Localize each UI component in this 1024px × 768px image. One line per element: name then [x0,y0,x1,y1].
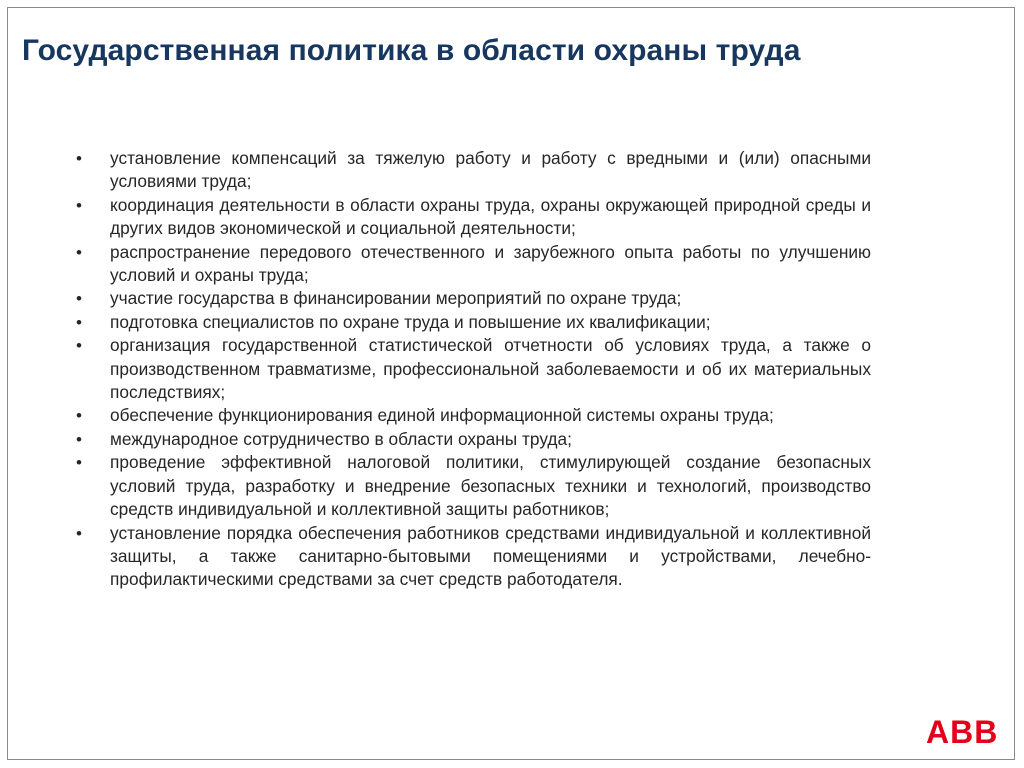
list-item-text: распространение передового отечественного и зарубежного опыта работы по улучшению условий и охраны труда; [110,241,871,286]
list-item [76,522,871,592]
bullet-icon: • [76,336,82,356]
abb-logo: ABB [926,714,999,750]
bullet-icon: • [76,195,82,215]
bullet-icon: • [76,429,82,449]
list-item-text: установление компенсаций за тяжелую работу и работу с вредными и (или) опасными условиями труда; [110,148,871,192]
list-item-text: установление порядка обеспечения работников средствами индивидуальной и коллективной защиты, а также санитарно-бытовыми помещениями и устройствами, лечебно-профилактическими средствами за счет средств работодателя. [110,522,871,590]
page-title: Государственная политика в области охраны труда [22,34,801,67]
bullet-icon: • [76,453,82,473]
list-item [76,287,871,310]
bullet-icon: • [76,312,82,332]
bullet-list [76,147,871,592]
list-item-text: координация деятельности в области охраны труда, охраны окружающей природной среды и других видов экономической и социальной деятельности; [110,194,871,239]
list-item [76,404,871,427]
list-item [76,311,871,334]
list-item [76,428,871,451]
list-item-text: подготовка специалистов по охране труда и повышение их квалификации; [110,311,711,332]
list-item-text: проведение эффективной налоговой политики, стимулирующей создание безопасных условий труда, разработку и внедрение безопасных техники и технологий, производство средств индивидуальной и коллективной защиты работников; [110,452,871,520]
bullet-icon: • [76,242,82,262]
list-item [76,147,871,194]
list-item-text: участие государства в финансировании мероприятий по охране труда; [110,288,682,309]
list-item-text: организация государственной статистической отчетности об условиях труда, а также о производственном травматизме, профессиональной заболеваемости и об их материальных последствиях; [110,335,871,403]
list-item [76,334,871,404]
list-item-text: международное сотрудничество в области охраны труда; [110,428,572,449]
bullet-icon: • [76,289,82,309]
bullet-icon: • [76,406,82,426]
list-item [76,194,871,241]
bullet-icon: • [76,149,82,168]
bullet-icon: • [76,523,82,543]
list-item-text: обеспечение функционирования единой информационной системы охраны труда; [110,405,774,426]
list-item [76,241,871,288]
list-item [76,451,871,521]
